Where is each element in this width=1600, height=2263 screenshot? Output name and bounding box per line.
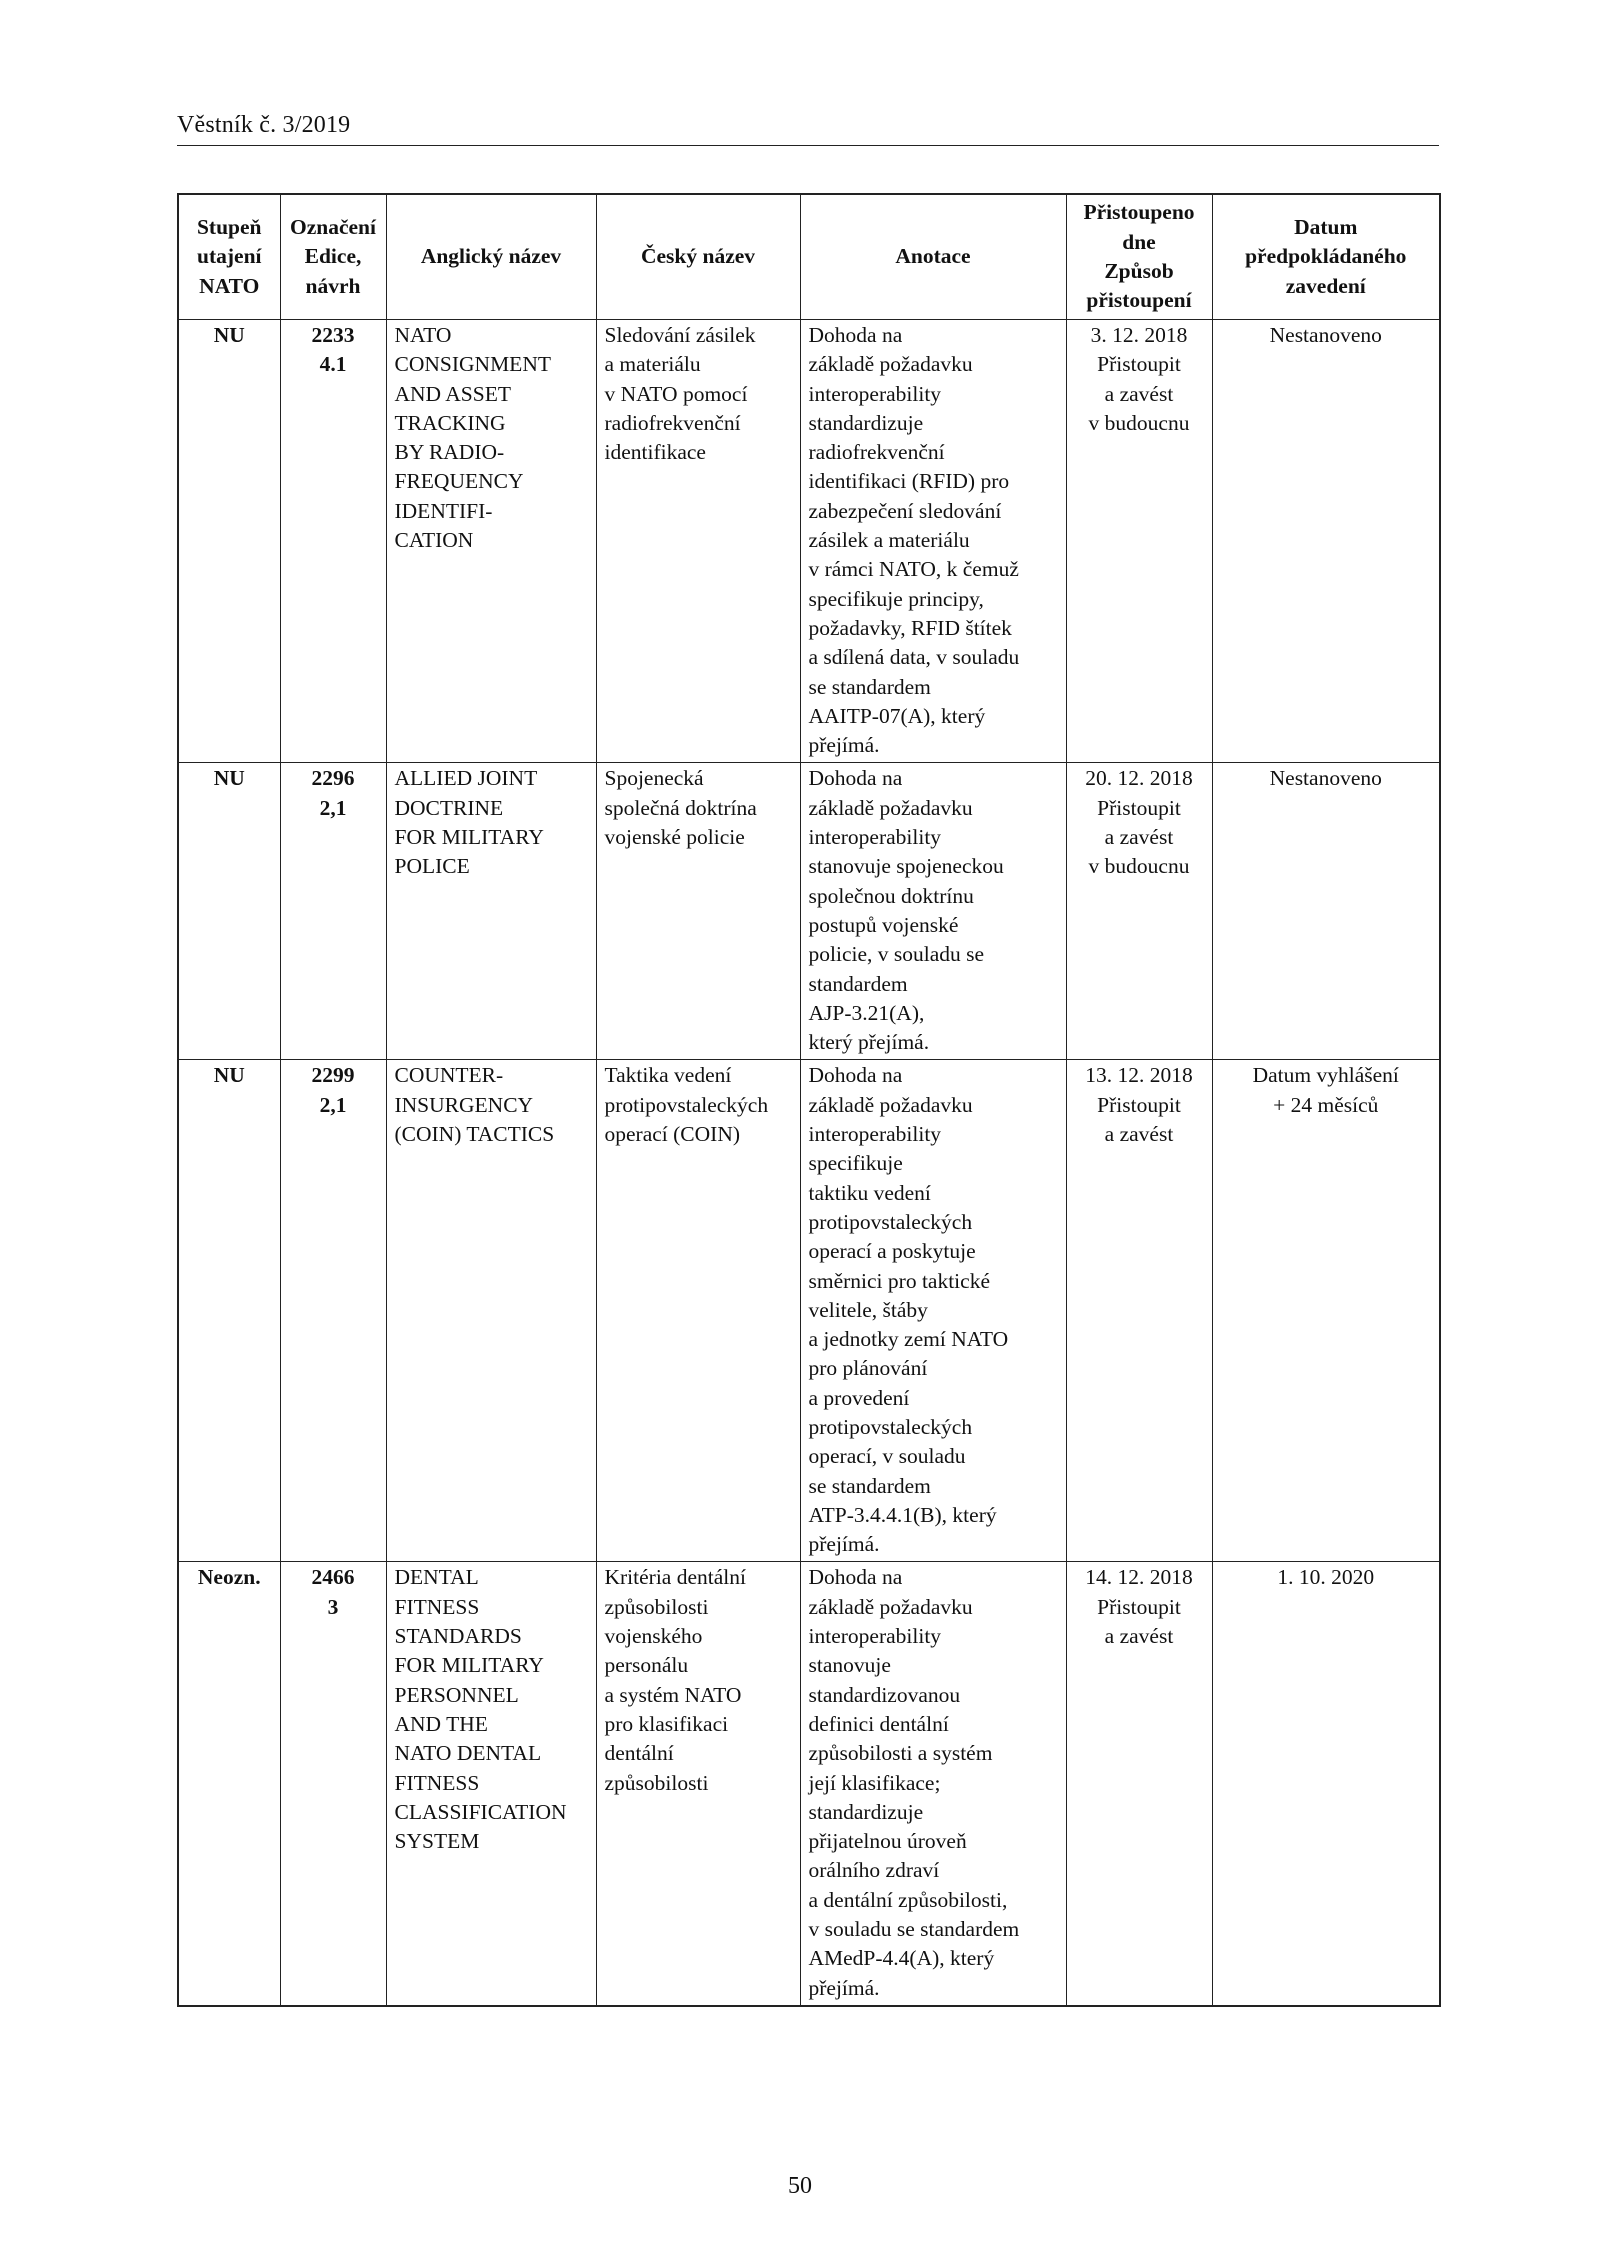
cell-planned-date: Datum vyhlášení + 24 měsíců [1212,1060,1440,1562]
cell-planned-date: Nestanoveno [1212,763,1440,1060]
header-english-name: Anglický název [386,194,596,320]
cell-classification: Neozn. [178,1562,280,2006]
header-designation: Označení Edice, návrh [280,194,386,320]
cell-planned-date: 1. 10. 2020 [1212,1562,1440,2006]
cell-english-name: ALLIED JOINT DOCTRINE FOR MILITARY POLICE [386,763,596,1060]
page-number: 50 [788,2173,812,2199]
header-czech-name: Český název [596,194,800,320]
table-row [178,1060,1440,1562]
standards-table [177,193,1441,2007]
cell-designation: 2466 3 [280,1562,386,2006]
cell-classification: NU [178,763,280,1060]
cell-designation: 2299 2,1 [280,1060,386,1562]
cell-annotation: Dohoda na základě požadavku interoperability stanovuje spojeneckou společnou doktrínu postupů vojenské policie, v souladu se standardem AJP-3.21(A), který přejímá. [800,763,1066,1060]
page-header: Věstník č. 3/2019 [177,112,1439,146]
cell-czech-name: Sledování zásilek a materiálu v NATO pomocí radiofrekvenční identifikace [596,320,800,763]
header-acceded: Přistoupeno dne Způsob přistoupení [1066,194,1212,320]
table-row [178,1562,1440,2006]
cell-czech-name: Kritéria dentální způsobilosti vojenského personálu a systém NATO pro klasifikaci dentální způsobilosti [596,1562,800,2006]
cell-english-name: NATO CONSIGNMENT AND ASSET TRACKING BY RADIO- FREQUENCY IDENTIFI- CATION [386,320,596,763]
cell-annotation: Dohoda na základě požadavku interoperability specifikuje taktiku vedení protipovstaleckých operací a poskytuje směrnici pro taktické velitele, štáby a jednotky zemí NATO pro plánování a provedení protipovstaleckých operací, v souladu se standardem ATP-3.4.4.1(B), který přejímá. [800,1060,1066,1562]
cell-classification: NU [178,320,280,763]
cell-acceded: 20. 12. 2018 Přistoupit a zavést v budoucnu [1066,763,1212,1060]
cell-acceded: 14. 12. 2018 Přistoupit a zavést [1066,1562,1212,2006]
cell-annotation: Dohoda na základě požadavku interoperability standardizuje radiofrekvenční identifikaci (RFID) pro zabezpečení sledování zásilek a materiálu v rámci NATO, k čemuž specifikuje principy, požadavky, RFID štítek a sdílená data, v souladu se standardem AAITP-07(A), který přejímá. [800,320,1066,763]
header-classification: Stupeň utajení NATO [178,194,280,320]
header-planned-date: Datum předpokládaného zavedení [1212,194,1440,320]
cell-planned-date: Nestanoveno [1212,320,1440,763]
cell-annotation: Dohoda na základě požadavku interoperability stanovuje standardizovanou definici dentální způsobilosti a systém její klasifikace; standardizuje přijatelnou úroveň orálního zdraví a dentální způsobilosti, v souladu se standardem AMedP-4.4(A), který přejímá. [800,1562,1066,2006]
cell-acceded: 13. 12. 2018 Přistoupit a zavést [1066,1060,1212,1562]
cell-english-name: DENTAL FITNESS STANDARDS FOR MILITARY PERSONNEL AND THE NATO DENTAL FITNESS CLASSIFICATION SYSTEM [386,1562,596,2006]
cell-designation: 2296 2,1 [280,763,386,1060]
table-row [178,763,1440,1060]
cell-czech-name: Spojenecká společná doktrína vojenské policie [596,763,800,1060]
cell-english-name: COUNTER- INSURGENCY (COIN) TACTICS [386,1060,596,1562]
cell-czech-name: Taktika vedení protipovstaleckých operací (COIN) [596,1060,800,1562]
cell-classification: NU [178,1060,280,1562]
table-row [178,320,1440,763]
table-header-row [178,194,1440,320]
cell-designation: 2233 4.1 [280,320,386,763]
header-annotation: Anotace [800,194,1066,320]
cell-acceded: 3. 12. 2018 Přistoupit a zavést v budoucnu [1066,320,1212,763]
